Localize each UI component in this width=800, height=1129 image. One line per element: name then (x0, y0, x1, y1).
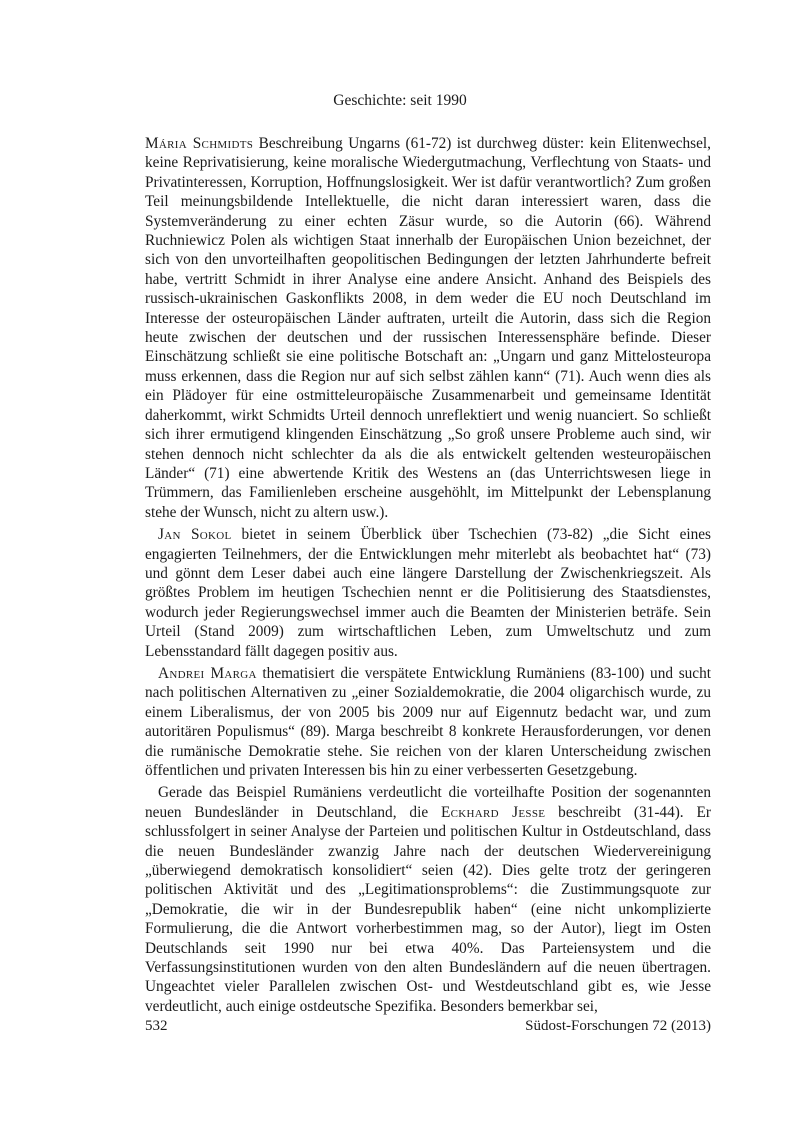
paragraph (145, 525, 711, 661)
paragraph-text: Beschreibung Ungarns (61-72) ist durchweg düster: kein Elitenwechsel, keine Reprivatisierung, keine moralische Wiedergutmachung, Verflechtung von Staats- und Privatinteressen, Korruption, Hoffnungslosigkeit. Wer ist dafür verantwortlich? Zum großen Teil meinungsbildende Intellektuelle, die nicht daran interessiert waren, dass die Systemveränderung zu einer echten Zäsur wurde, so die Autorin (66). Während Ruchniewicz Polen als wichtigen Staat innerhalb der Europäischen Union bezeichnet, der sich von den unvorteilhaften geopolitischen Bedingungen der letzten Jahrhunderte befreit habe, vertritt Schmidt in ihrer Analyse eine andere Ansicht. Anhand des Beispiels des russisch-ukrainischen Gaskonflikts 2008, in dem weder die EU noch Deutschland im Interesse der osteuropäischen Länder auftraten, urteilt die Autorin, dass sich die Region heute zwischen der deutschen und der russischen Interessensphäre befinde. Dieser Einschätzung schließt sie eine politische Botschaft an: „Ungarn und ganz Mittelosteuropa muss erkennen, dass die Region nur auf sich selbst zählen kann“ (71). Auch wenn dies als ein Plädoyer für eine ostmitteleuropäische Zusammenarbeit und gemeinsame Identität daherkommt, wirkt Schmidts Urteil dennoch unreflektiert und wenig nuanciert. So schließt sich ihrer ermutigend klingenden Einschätzung „So groß unsere Probleme auch sind, wir stehen dennoch nicht schlechter da als die als entwickelt geltenden westeuropäischen Länder“ (71) eine abwertende Kritik des Westens an (das Unterrichtswesen liege in Trümmern, das Familienleben erscheine ausgehöhlt, im Mittelpunkt der Lebensplanung stehe der Wunsch, nicht zu altern usw.). (145, 135, 711, 521)
paragraph-text: Gerade das Beispiel Rumäniens verdeutlicht die vorteilhafte Position der sogenannten neuen Bundesländer in Deutschland, die (145, 784, 711, 821)
author-name: Eckhard Jesse (441, 803, 546, 821)
paragraph (145, 783, 711, 1016)
running-title: Geschichte: seit 1990 (333, 92, 467, 109)
body-text (145, 134, 711, 1016)
journal-citation: Südost-Forschungen 72 (2013) (525, 1018, 711, 1034)
author-name: Mária Schmidts (145, 135, 254, 152)
paragraph-text: bietet in seinem Überblick über Tschechien (73-82) „die Sicht eines engagierten Teilnehmers, der die Entwicklungen mehr miterlebt als beobachtet hat“ (73) und gönnt dem Leser dabei auch eine längere Darstellung der Zwischenkriegszeit. Als größtes Problem im heutigen Tschechien nennt er die Politisierung des Staatsdienstes, wodurch jeder Regierungswechsel immer auch die Beamten der Ministerien beträfe. Sein Urteil (Stand 2009) zum wirtschaftlichen Leben, zum Umweltschutz und zum Lebensstandard fällt dagegen positiv aus. (145, 526, 711, 660)
author-name: Jan Sokol (158, 526, 232, 544)
page-number: 532 (145, 1018, 168, 1034)
paragraph-text: thematisiert die verspätete Entwicklung Rumäniens (83-100) und sucht nach politischen Alternativen zu „einer Sozialdemokratie, die 2004 oligarchisch wurde, zu einem Liberalismus, der von 2005 bis 2009 nur auf Eigennutz bedacht war, und zum autoritären Populismus“ (89). Marga beschreibt 8 konkrete Herausforderungen, vor denen die rumänische Demokratie stehe. Sie reichen von der klaren Unterscheidung zwischen öffentlichen und privaten Interessen bis hin zu einer verbesserten Gesetzgebung. (145, 664, 711, 779)
author-name: Andrei Marga (158, 664, 257, 682)
paragraph-text: beschreibt (31-44). Er schlussfolgert in seiner Analyse der Parteien und politischen Kultur in Ostdeutschland, dass die neuen Bundesländer zwanzig Jahre nach der deutschen Wiedervereinigung „überwiegend demokratisch konsolidiert“ seien (42). Dies gelte trotz der geringeren politischen Aktivität und des „Legitimationsproblems“: die Zustimmungsquote zur „Demokratie, die wir in der Bundesrepublik haben“ (eine nicht unkomplizierte Formulierung, die die Antwort vorherbestimmen mag, so der Autor), liegt im Osten Deutschlands seit 1990 nur bei etwa 40%. Das Parteiensystem und die Verfassungsinstitutionen wurden von den alten Bundesländern auf die neuen übertragen. Ungeachtet vieler Parallelen zwischen Ost- und Westdeutschland gibt es, wie Jesse verdeutlicht, auch einige ostdeutsche Spezifika. Besonders bemerkbar sei, (145, 803, 711, 1015)
paragraph (145, 664, 711, 780)
paragraph (145, 134, 711, 522)
